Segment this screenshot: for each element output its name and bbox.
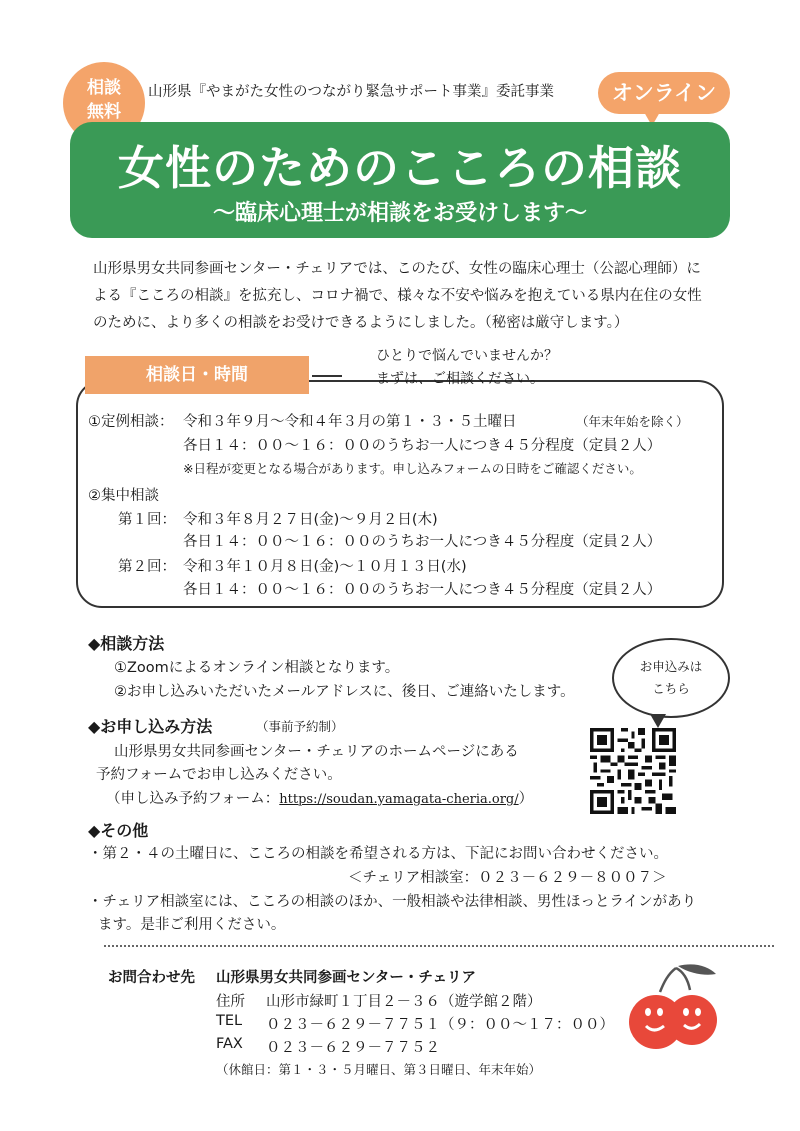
intro-line: よる『こころの相談』を拡充し、コロナ禍で、様々な不安や悩みを抱えている県内在住の女性 — [93, 288, 702, 304]
session2-time: 各日１４：００～１６：００のうちお一人につき４５分程度（定員２人） — [183, 582, 662, 598]
other-item: ます。是非ご利用ください。 — [98, 917, 286, 933]
apply-note: （事前予約制） — [256, 719, 344, 734]
regular-label: ①定例相談： — [88, 414, 174, 430]
intro-line: のために、より多くの相談をお受けできるようにしました。（秘密は厳守します。） — [93, 315, 629, 331]
bubble-line: こちら — [652, 681, 690, 696]
session1-date: 令和３年８月２７日(金)～９月２日(木) — [183, 512, 438, 528]
apply-heading: ◆お申し込み方法 — [88, 717, 213, 736]
other-heading: ◆その他 — [88, 821, 149, 840]
fax-number: ０２３－６２９－７７５２ — [266, 1040, 440, 1056]
fax-label: FAX — [216, 1036, 243, 1052]
form-url-link[interactable]: https://soudan.yamagata-cheria.org/ — [279, 792, 519, 807]
apply-line: 山形県男女共同参画センター・チェリアのホームページにある — [114, 744, 519, 760]
other-item: ・第２・４の土曜日に、こころの相談を希望される方は、下記にお問い合わせください。 — [88, 846, 668, 862]
session1-time: 各日１４：００～１６：００のうちお一人につき４５分程度（定員２人） — [183, 534, 662, 550]
qr-code-icon[interactable] — [590, 728, 676, 814]
sponsor-text: 山形県『やまがた女性のつながり緊急サポート事業』委託事業 — [148, 84, 554, 100]
page-subtitle: ～臨床心理士が相談をお受けします～ — [212, 201, 587, 226]
intro-line: 山形県男女共同参画センター・チェリアでは、このたび、女性の臨床心理士（公認心理師）に — [93, 261, 701, 277]
regular-note: （年末年始を除く） — [576, 414, 689, 429]
other-item: ・チェリア相談室には、こころの相談のほか、一般相談や法律相談、男性ほっとラインがあり — [88, 894, 697, 910]
contact-org: 山形県男女共同参画センター・チェリア — [216, 970, 476, 986]
session2-date: 令和３年１０月８日(金)～１０月１３日(水) — [183, 559, 467, 575]
intro-paragraph — [93, 256, 733, 337]
apply-here-bubble — [612, 638, 730, 718]
method-item: ①Zoomによるオンライン相談となります。 — [114, 660, 400, 676]
tel-number: ０２３－６２９－７７５１（９：００～１７：００） — [266, 1017, 614, 1033]
form-suffix: ） — [518, 791, 534, 807]
regular-caution: ※日程が変更となる場合があります。申し込みフォームの日時をご確認ください。 — [183, 461, 642, 476]
page-title: 女性のためのこころの相談 — [118, 141, 682, 195]
footer-divider — [104, 945, 774, 947]
apply-line: 予約フォームでお申し込みください。 — [96, 767, 342, 783]
online-badge: オンライン — [598, 72, 730, 114]
intensive-label: ②集中相談 — [88, 488, 159, 504]
address-label: 住所 — [216, 994, 245, 1010]
session1-label: 第１回： — [118, 512, 176, 528]
regular-date: 令和３年９月～令和４年３月の第１・３・５土曜日 — [183, 414, 517, 430]
regular-time: 各日１４：００～１６：００のうちお一人につき４５分程度（定員２人） — [183, 438, 662, 454]
contact-label: お問合わせ先 — [108, 970, 195, 986]
address: 山形市緑町１丁目２－３６（遊学館２階） — [266, 994, 542, 1010]
tab-connector — [312, 375, 342, 377]
closed-days: （休館日：第１・３・５月曜日、第３日曜日、年末年始） — [216, 1062, 542, 1077]
schedule-tab: 相談日・時間 — [85, 356, 309, 394]
form-prefix: （申し込み予約フォーム： — [106, 791, 280, 807]
bubble-line: お申込みは — [639, 659, 703, 674]
cherry-mascot-icon — [624, 962, 724, 1062]
free-badge-line1: 相談 — [87, 78, 121, 98]
cheria-contact: ＜チェリア相談室：０２３－６２９－８００７＞ — [348, 870, 667, 886]
tel-label: TEL — [216, 1013, 243, 1029]
message-line: ひとりで悩んでいませんか？ — [376, 348, 558, 364]
method-item: ②お申し込みいただいたメールアドレスに、後日、ご連絡いたします。 — [114, 684, 575, 700]
message-line: まずは、ご相談ください。 — [376, 371, 544, 387]
bubble-tail — [650, 714, 666, 728]
method-heading: ◆相談方法 — [88, 634, 165, 653]
encouragement-message — [376, 345, 558, 391]
form-line — [106, 787, 533, 808]
free-badge-line2: 無料 — [87, 102, 121, 122]
session2-label: 第２回： — [118, 559, 176, 575]
